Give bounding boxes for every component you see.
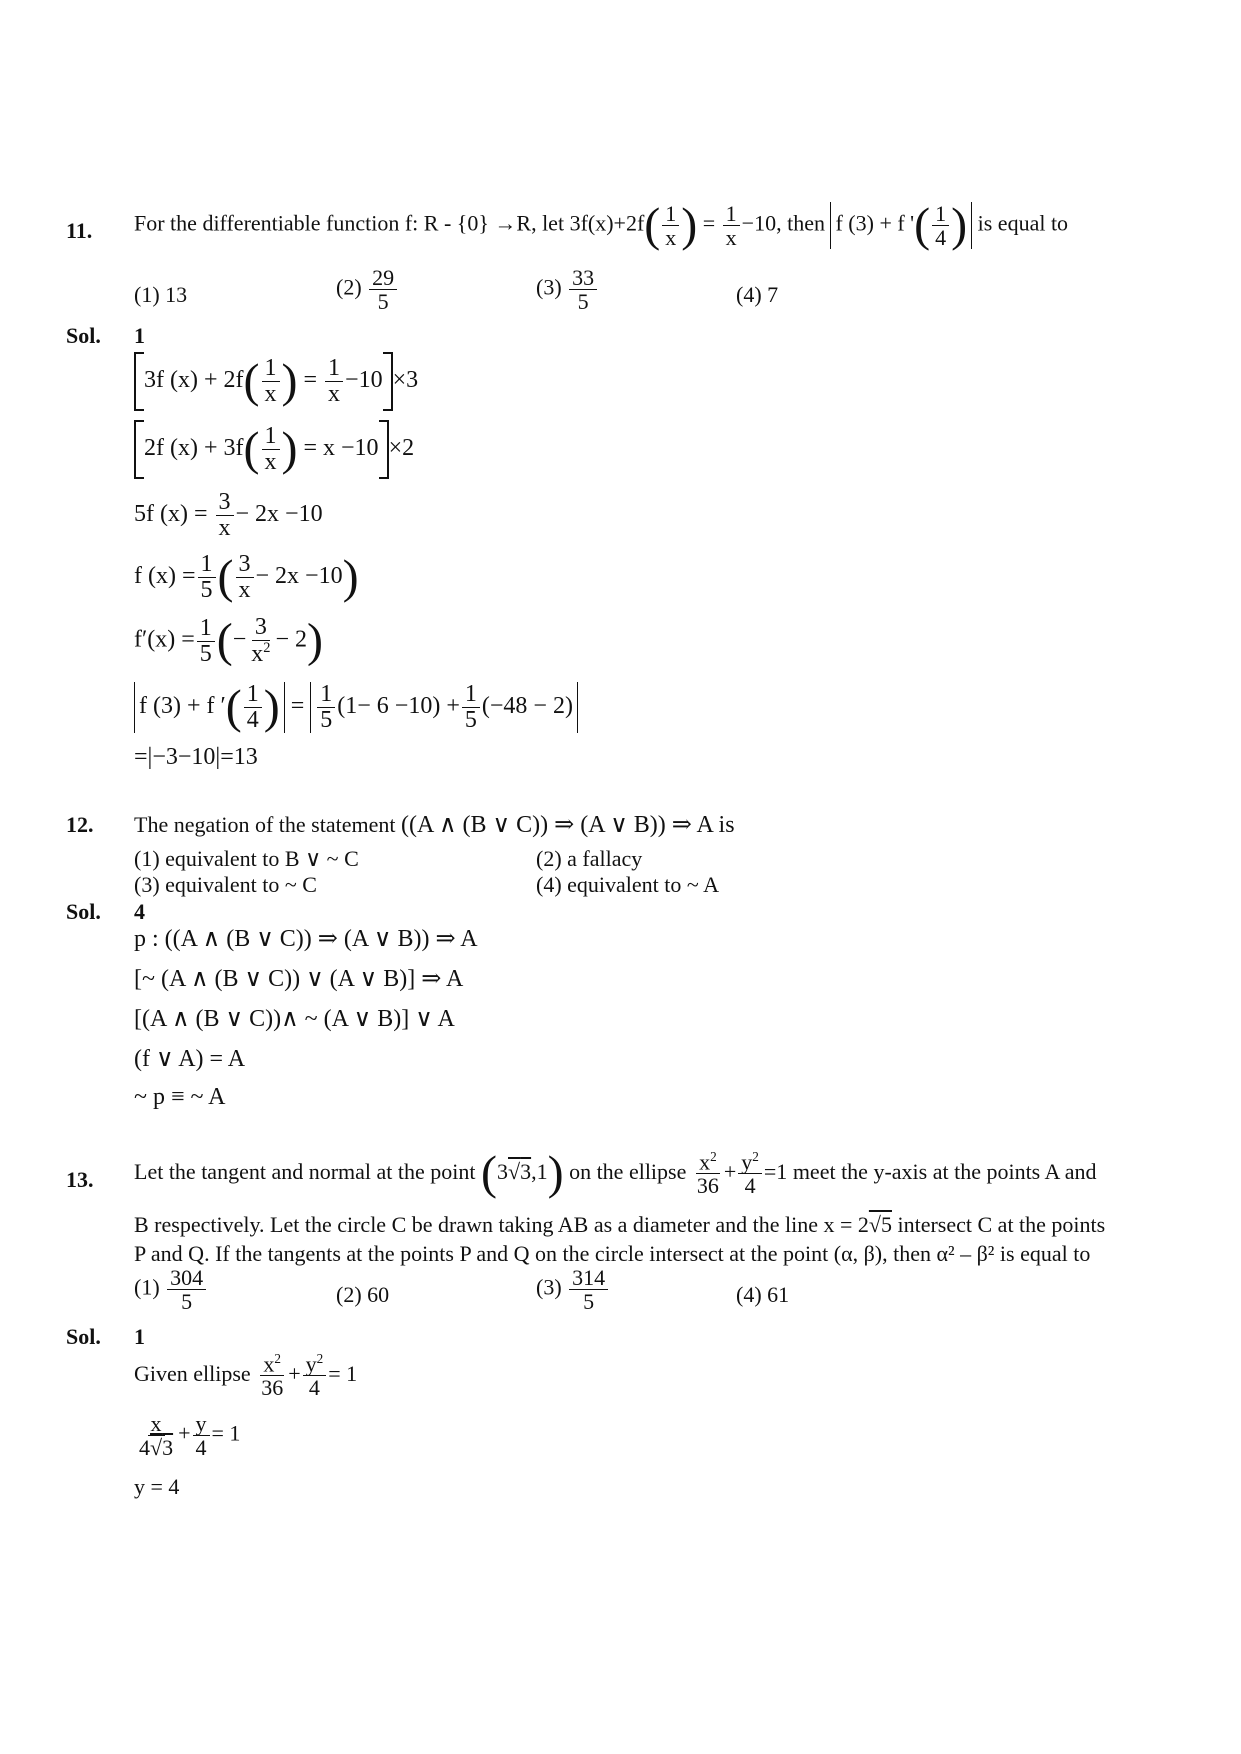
solution-step: Given ellipse $\frac{x^2}{36}$ + $\frac{y^2}{4}$ = 1 bbox=[134, 1351, 358, 1401]
question-stem: The negation of the statement ((A ∧ (B ∨ C)) ⇒ (A ∨ B)) ⇒ A is bbox=[134, 812, 735, 838]
solution-step: f′(x) = $\frac{1}{5}$ (− $\frac{3}{x^2}$ − 2) bbox=[134, 613, 324, 668]
solution-step: p : ((A ∧ (B ∨ C)) ⇒ (A ∨ B)) ⇒ A bbox=[134, 926, 478, 952]
answer-key: 1 bbox=[134, 1324, 145, 1349]
solution-step: ~ p ≡ ~ A bbox=[134, 1084, 226, 1110]
solution-label: Sol. bbox=[66, 899, 101, 924]
option-1: (1) equivalent to B ∨ ~ C bbox=[134, 846, 359, 871]
solution-step: [~ (A ∧ (B ∨ C)) ∨ (A ∨ B)] ⇒ A bbox=[134, 966, 464, 992]
solution-step: 3f (x) + 2f( $\frac{1}{x}$ ) = $\frac{1}{x}$ −10 ×3 bbox=[134, 352, 418, 411]
option-3: (3) $\frac{314}{5}$ bbox=[536, 1266, 610, 1313]
question-number: 12. bbox=[66, 812, 94, 837]
solution-step: =|−3−10|=13 bbox=[134, 744, 258, 770]
solution-step: f (x) = $\frac{1}{5}$ ( $\frac{3}{x}$ − 2x −10) bbox=[134, 550, 359, 604]
option-1: (1) $\frac{304}{5}$ bbox=[134, 1266, 208, 1313]
solution-step: y = 4 bbox=[134, 1474, 180, 1499]
question-stem-line: B respectively. Let the circle C be drawn taking AB as a diameter and the line x = 2√5 intersect C at the points bbox=[134, 1212, 1106, 1237]
option-1: (1) 13 bbox=[134, 282, 188, 307]
solution-step: 5f (x) = $\frac{3}{x}$ − 2x −10 bbox=[134, 489, 323, 542]
solution-label: Sol. bbox=[66, 1324, 101, 1349]
option-2: (2) 60 bbox=[336, 1282, 390, 1307]
question-number: 13. bbox=[66, 1167, 94, 1192]
option-3: (3) $\frac{33}{5}$ bbox=[536, 266, 599, 313]
solution-step: (f ∨ A) = A bbox=[134, 1046, 246, 1072]
option-4: (4) equivalent to ~ A bbox=[536, 872, 719, 897]
question-number: 11. bbox=[66, 218, 93, 243]
option-4: (4) 61 bbox=[736, 1282, 790, 1307]
question-stem: For the differentiable function f: R - {0} →R, let 3f(x)+2f( $\frac{1}{x}$ ) = $\frac{1}{x}$ −10, then f (3) + f '( $\frac{1}{4}$ ) is equal to bbox=[134, 198, 1069, 252]
solution-step: [(A ∧ (B ∨ C))∧ ~ (A ∨ B)] ∨ A bbox=[134, 1006, 455, 1032]
answer-key: 4 bbox=[134, 899, 145, 924]
option-2: (2) a fallacy bbox=[536, 846, 643, 871]
solution-label: Sol. bbox=[66, 323, 101, 348]
solution-step: $\frac{x}{4√3}$ + $\frac{y}{4}$ = 1 bbox=[139, 1411, 241, 1461]
option-3: (3) equivalent to ~ C bbox=[134, 872, 317, 897]
question-stem-line: P and Q. If the tangents at the points P and Q on the circle intersect at the point (α, β), then α² – β² is equal to bbox=[134, 1241, 1091, 1266]
option-4: (4) 7 bbox=[736, 282, 779, 307]
option-2: (2) $\frac{29}{5}$ bbox=[336, 266, 399, 313]
solution-step: 2f (x) + 3f( $\frac{1}{x}$ ) = x −10 ×2 bbox=[134, 420, 414, 479]
question-stem: Let the tangent and normal at the point (3√3,1) on the ellipse $\frac{x^2}{36}$ + $\frac{y^2}{4}$ =1 meet the y-axis at the points A and bbox=[134, 1146, 1097, 1200]
solution-step: f (3) + f ′( $\frac{1}{4}$ ) = $\frac{1}{5}$ (1− 6 −10) + $\frac{1}{5}$ (−48 − 2) bbox=[134, 682, 578, 733]
answer-key: 1 bbox=[134, 323, 145, 348]
